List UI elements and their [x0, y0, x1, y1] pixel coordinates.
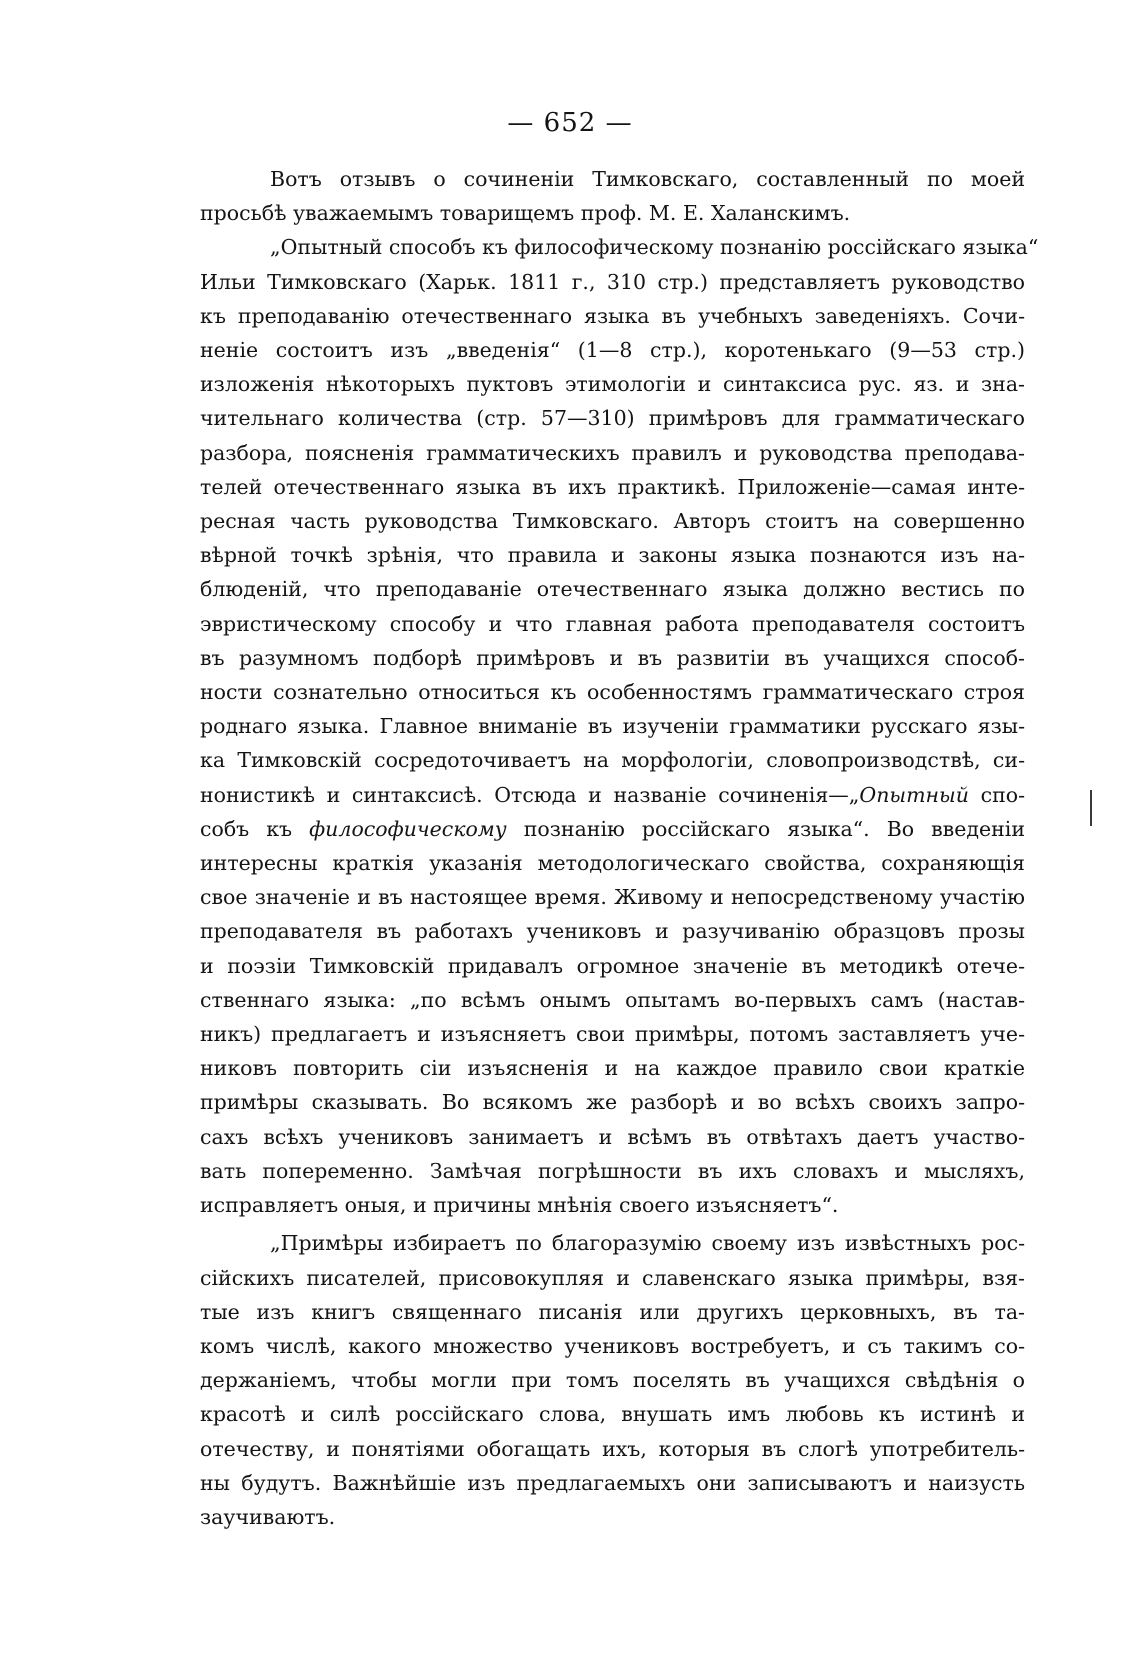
text-line-main: телей отечественнаго языка въ ихъ практикѣ. Приложеніе—самая инте-: [200, 474, 1025, 499]
text-line-main: примѣры сказывать. Во всякомъ же разборѣ и во всѣхъ своихъ запро-: [200, 1090, 1025, 1115]
italic-phrase: Опытный: [859, 782, 969, 807]
text-line: [200, 1261, 1025, 1295]
text-line: [200, 1120, 1025, 1154]
text-line: [200, 949, 1025, 983]
text-line-main: ка Тимковскій сосредоточиваетъ на морфологіи, словопроизводствѣ, си-: [200, 748, 1025, 773]
italic-phrase: философическому: [309, 816, 507, 841]
text-line-main: ности сознательно относиться къ особенностямъ грамматическаго строя: [200, 680, 1025, 705]
text-line-main: тые изъ книгъ священнаго писанія или другихъ церковныхъ, въ та-: [200, 1299, 1025, 1324]
text-line-main: ственнаго языка: „по всѣмъ онымъ опытамъ во-первыхъ самъ (настав-: [200, 987, 1025, 1012]
text-line-tail: спо-: [968, 782, 1025, 807]
text-line: [200, 1085, 1025, 1119]
text-line: [200, 470, 1025, 504]
text-line: [200, 265, 1025, 299]
text-line-main: и поэзіи Тимковскій придавалъ огромное значеніе въ методикѣ отече-: [200, 953, 1025, 978]
text-line: [200, 436, 1025, 470]
text-line-main: къ преподаванію отечественнаго языка въ учебныхъ заведеніяхъ. Сочи-: [200, 303, 1025, 328]
text-line: [200, 1295, 1025, 1329]
text-line-main: въ разумномъ подборѣ примѣровъ и въ развитіи въ учащихся способ-: [200, 645, 1025, 670]
text-line-main: разбора, поясненія грамматическихъ правилъ и руководства преподава-: [200, 440, 1025, 465]
text-line: [200, 1432, 1025, 1466]
text-line-main: никъ) предлагаетъ и изъясняетъ свои примѣры, потомъ заставляетъ уче-: [200, 1022, 1025, 1047]
text-line: [200, 299, 1025, 333]
text-line-main: интересны краткія указанія методологическаго свойства, сохраняющія: [200, 851, 1025, 876]
text-line: [200, 401, 1025, 435]
text-line: [200, 538, 1025, 572]
text-line-main: изложенія нѣкоторыхъ пуктовъ этимологіи и синтаксиса рус. яз. и зна-: [200, 372, 1025, 397]
text-line-main: сахъ всѣхъ учениковъ занимаетъ и всѣмъ въ отвѣтахъ даетъ участво-: [200, 1124, 1025, 1149]
text-line-main: отечеству, и понятіями обогащать ихъ, которыя въ слогѣ употребитель-: [200, 1436, 1025, 1461]
page-number: — 652 —: [507, 108, 633, 138]
text-line-main: чительнаго количества (стр. 57—310) примѣровъ для грамматическаго: [200, 406, 1025, 431]
text-line: [200, 778, 1025, 812]
text-line: [200, 914, 1025, 948]
text-line-main: держаніемъ, чтобы могли при томъ поселять въ учащихся свѣдѣнія о: [200, 1368, 1025, 1393]
text-line: [200, 1017, 1025, 1051]
text-line: [200, 880, 1025, 914]
text-line: [200, 709, 1025, 743]
text-line: [200, 230, 1039, 264]
text-line-main: комъ числѣ, какого множество учениковъ востребуетъ, и съ такимъ со-: [200, 1333, 1025, 1358]
text-line: [200, 1154, 1025, 1188]
text-line-main: вать попеременно. Замѣчая погрѣшности въ ихъ словахъ и мысляхъ,: [200, 1158, 1025, 1183]
text-line: [200, 1329, 1025, 1363]
text-line: [200, 367, 1025, 401]
text-line: [200, 504, 1025, 538]
text-line-main: преподавателя въ работахъ учениковъ и разучиванію образцовъ прозы: [200, 919, 1025, 944]
text-line-main: собъ къ: [200, 816, 310, 841]
text-line-main: нонистикѣ и синтаксисѣ. Отсюда и названіе сочиненія—„: [200, 782, 860, 807]
text-line: [200, 743, 1025, 777]
text-line: [200, 1188, 1025, 1222]
margin-mark: [1090, 790, 1092, 826]
text-line: [200, 162, 1025, 196]
text-line-main: блюденій, что преподаваніе отечественнаго языка должно вестись по: [200, 577, 1025, 602]
text-line: [200, 1500, 1025, 1534]
text-line: [200, 607, 1025, 641]
text-line-main: эвристическому способу и что главная работа преподавателя состоитъ: [200, 611, 1025, 636]
text-line: [200, 1051, 1025, 1085]
text-line-main: свое значеніе и въ настоящее время. Живому и непосредственому участію: [200, 885, 1025, 910]
text-line: [200, 1226, 1025, 1260]
text-line: [200, 812, 1025, 846]
text-line: [200, 196, 1025, 230]
text-line-main: неніе состоитъ изъ „введенія“ (1—8 стр.), коротенькаго (9—53 стр.): [200, 338, 1025, 363]
text-line-main: роднаго языка. Главное вниманіе въ изученіи грамматики русскаго язы-: [200, 714, 1025, 739]
text-line-main: никовъ повторить сіи изъясненія и на каждое правило свои краткіе: [200, 1056, 1025, 1081]
text-line: [200, 1466, 1025, 1500]
text-line-main: вѣрной точкѣ зрѣнія, что правила и законы языка познаются изъ на-: [200, 543, 1025, 568]
text-line-main: сійскихъ писателей, присовокупляя и славенскаго языка примѣры, взя-: [200, 1265, 1025, 1290]
text-line: [200, 846, 1025, 880]
text-line-main: „Примѣры избираетъ по благоразумію своему изъ извѣстныхъ рос-: [270, 1231, 1025, 1256]
text-line: [200, 675, 1025, 709]
text-line: [200, 1363, 1025, 1397]
text-line-main: ны будутъ. Важнѣйшіе изъ предлагаемыхъ они записываютъ и наизусть: [200, 1470, 1025, 1495]
text-line-main: Вотъ отзывъ о сочиненіи Тимковскаго, составленный по моей: [270, 167, 1025, 191]
text-line-main: просьбѣ уважаемымъ товарищемъ проф. М. Е. Халанскимъ.: [200, 201, 851, 226]
text-line-main: заучиваютъ.: [200, 1504, 336, 1529]
text-line-main: „Опытный способъ къ философическому познанію россійскаго языка“: [270, 235, 1039, 260]
text-line-main: Ильи Тимковскаго (Харьк. 1811 г., 310 стр.) представляетъ руководство: [200, 269, 1025, 294]
body-text: [200, 162, 1039, 1534]
text-line-main: исправляетъ оныя, и причины мнѣнія своего изъясняетъ“.: [200, 1193, 839, 1218]
text-line: [200, 983, 1025, 1017]
text-line-main: ресная часть руководства Тимковскаго. Авторъ стоитъ на совершенно: [200, 509, 1025, 534]
text-line-main: красотѣ и силѣ россійскаго слова, внушать имъ любовь къ истинѣ и: [200, 1402, 1025, 1427]
text-line: [200, 1397, 1025, 1431]
text-line: [200, 572, 1025, 606]
text-line: [200, 641, 1025, 675]
text-line-tail: познанію россійскаго языка“. Во введеніи: [506, 816, 1025, 841]
text-line: [200, 333, 1025, 367]
